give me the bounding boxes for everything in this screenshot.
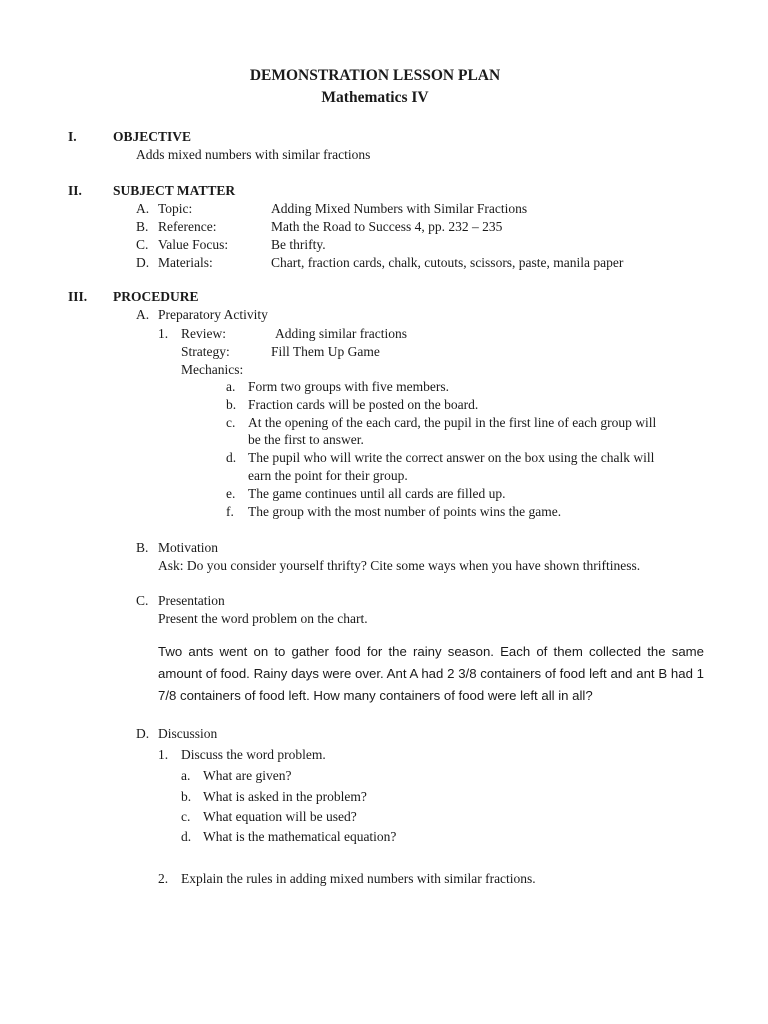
mechanics-marker: b. [226, 397, 237, 412]
objective-numeral: I. [68, 129, 77, 144]
procedure-b-heading: Motivation [158, 540, 218, 555]
review-number: 1. [158, 326, 169, 341]
document-title: DEMONSTRATION LESSON PLAN [249, 67, 501, 84]
strategy-value: Fill Them Up Game [271, 344, 380, 359]
procedure-numeral: III. [68, 289, 88, 304]
procedure-c-heading: Presentation [158, 593, 225, 608]
review-value: Adding similar fractions [275, 326, 407, 341]
subject-item-label: Value Focus: [158, 237, 229, 252]
question-marker: c. [181, 809, 191, 824]
motivation-text: Ask: Do you consider yourself thrifty? Cite some ways when you have shown thriftiness. [158, 558, 641, 573]
word-problem: Two ants went on to gather food for the rainy season. Each of them collected the same amount of food. Rainy days were over. Ant A had 2 3/8 containers of food left and ant B had 1 7/8 containers of food left. How many containers of food were left all in all? [158, 644, 704, 703]
review-label: Review: [181, 326, 226, 341]
subject-item-value: Chart, fraction cards, chalk, cutouts, scissors, paste, manila paper [271, 255, 624, 270]
subject-item-label: Materials: [158, 255, 213, 270]
subject-item-value: Be thrifty. [271, 237, 326, 252]
question-text: What is the mathematical equation? [203, 829, 397, 844]
discussion-item: Discuss the word problem. [181, 747, 326, 762]
procedure-heading: PROCEDURE [113, 289, 199, 304]
discussion-item: Explain the rules in adding mixed numbers with similar fractions. [181, 871, 536, 886]
mechanics-item-continued: be the first to answer. [248, 432, 364, 447]
subject-item-marker: B. [136, 219, 149, 234]
objective-heading: OBJECTIVE [113, 129, 192, 144]
mechanics-item: The game continues until all cards are filled up. [248, 486, 506, 501]
procedure-c-marker: C. [136, 593, 149, 608]
presentation-text: Present the word problem on the chart. [158, 611, 368, 626]
subject-item-label: Topic: [158, 201, 193, 216]
subject-matter-numeral: II. [68, 183, 82, 198]
subject-item-value: Adding Mixed Numbers with Similar Fractions [271, 201, 528, 216]
question-marker: b. [181, 789, 192, 804]
question-text: What are given? [203, 768, 292, 783]
subject-item-marker: A. [136, 201, 150, 216]
question-marker: d. [181, 829, 192, 844]
strategy-label: Strategy: [181, 344, 230, 359]
document-subtitle: Mathematics IV [321, 89, 429, 106]
procedure-d-marker: D. [136, 726, 150, 741]
discussion-item-number: 2. [158, 871, 169, 886]
mechanics-item: At the opening of the each card, the pupil in the first line of each group will [248, 415, 657, 430]
procedure-a-marker: A. [136, 307, 150, 322]
subject-matter-heading: SUBJECT MATTER [113, 183, 236, 198]
mechanics-marker: a. [226, 379, 236, 394]
question-text: What equation will be used? [203, 809, 357, 824]
procedure-b-marker: B. [136, 540, 149, 555]
mechanics-marker: f. [226, 504, 234, 519]
mechanics-marker: e. [226, 486, 236, 501]
question-text: What is asked in the problem? [203, 789, 367, 804]
mechanics-marker: c. [226, 415, 236, 430]
subject-item-label: Reference: [158, 219, 217, 234]
subject-item-marker: C. [136, 237, 149, 252]
mechanics-item: Form two groups with five members. [248, 379, 449, 394]
discussion-item-number: 1. [158, 747, 169, 762]
mechanics-item-continued: earn the point for their group. [248, 468, 408, 483]
mechanics-item: Fraction cards will be posted on the board. [248, 397, 479, 412]
procedure-a-heading: Preparatory Activity [158, 307, 268, 322]
mechanics-item: The pupil who will write the correct answer on the box using the chalk will [248, 450, 655, 465]
mechanics-item: The group with the most number of points wins the game. [248, 504, 562, 519]
question-marker: a. [181, 768, 191, 783]
objective-text: Adds mixed numbers with similar fractions [136, 147, 371, 162]
procedure-d-heading: Discussion [158, 726, 218, 741]
mechanics-marker: d. [226, 450, 237, 465]
mechanics-label: Mechanics: [181, 362, 244, 377]
subject-item-marker: D. [136, 255, 150, 270]
subject-item-value: Math the Road to Success 4, pp. 232 – 235 [271, 219, 503, 234]
